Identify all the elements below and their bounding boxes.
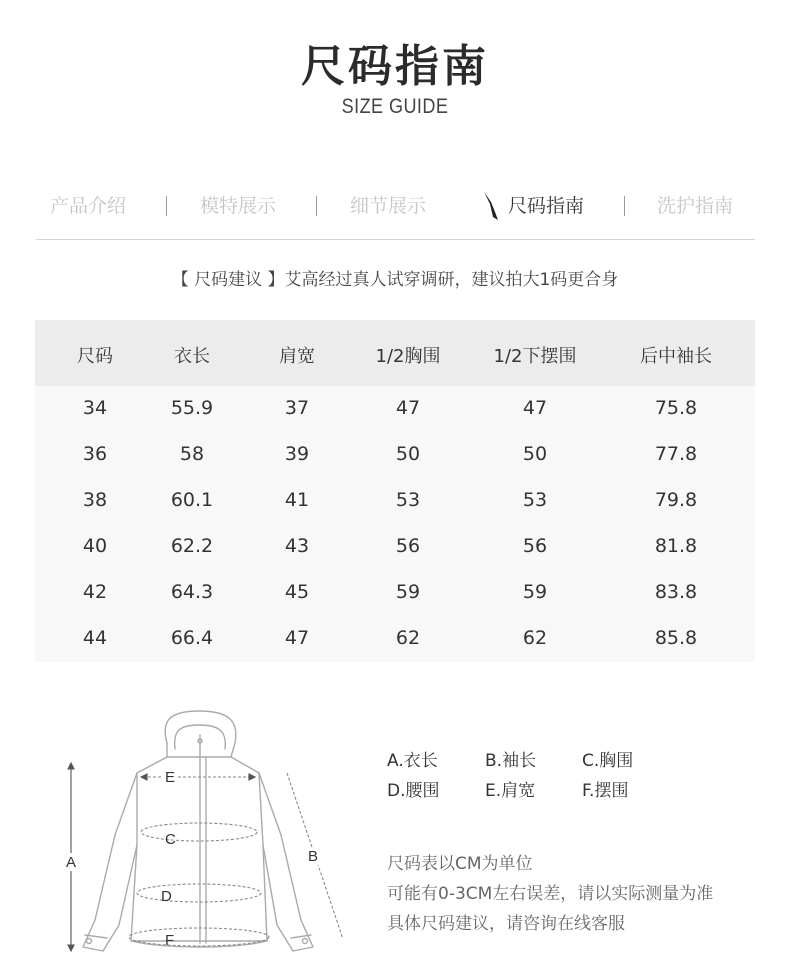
- label-b: B: [308, 848, 319, 865]
- table-cell: 59: [522, 581, 548, 603]
- table-cell: 83.8: [654, 581, 698, 603]
- tab-size-guide[interactable]: [508, 188, 584, 224]
- table-cell: 47: [284, 627, 310, 649]
- table-cell: 58: [179, 443, 205, 465]
- tab-product-intro[interactable]: 产品介绍: [50, 195, 127, 217]
- table-cell: 62: [522, 627, 548, 649]
- label-c: C: [165, 831, 176, 848]
- header-shoulder: 肩宽: [279, 346, 315, 367]
- table-cell: 77.8: [654, 443, 698, 465]
- table-cell: 55.9: [170, 397, 214, 419]
- table-cell: 59: [395, 581, 421, 603]
- page-title: 尺码指南: [301, 41, 489, 92]
- feather-icon: [480, 190, 502, 222]
- table-cell: 56: [395, 535, 421, 557]
- table-cell: 47: [522, 397, 548, 419]
- section-tabs: [36, 188, 756, 224]
- header-sleeve-length: 后中袖长: [640, 346, 712, 367]
- table-cell: 50: [522, 443, 548, 465]
- header-length: 衣长: [174, 346, 210, 367]
- table-cell: 75.8: [654, 397, 698, 419]
- table-cell: 37: [284, 397, 310, 419]
- table-cell: 79.8: [654, 489, 698, 511]
- legend-f: F.摆围: [582, 781, 629, 801]
- legend-b: B.袖长: [485, 751, 537, 771]
- tab-detail-showcase[interactable]: 细节展示: [350, 195, 427, 217]
- table-cell: 39: [284, 443, 310, 465]
- table-cell: 50: [395, 443, 421, 465]
- jacket-sketch-icon: [83, 711, 313, 951]
- tabs-underline: [36, 239, 755, 240]
- info-contact: 具体尺码建议，请咨询在线客服: [387, 914, 625, 934]
- label-a: A: [66, 854, 77, 871]
- tab-model-showcase[interactable]: 模特展示: [200, 195, 277, 217]
- tab-divider: [316, 196, 317, 216]
- info-unit: 尺码表以CM为单位: [387, 854, 533, 874]
- table-cell: 41: [284, 489, 310, 511]
- table-cell: 45: [284, 581, 310, 603]
- table-cell: 85.8: [654, 627, 698, 649]
- table-cell: 38: [82, 489, 108, 511]
- table-cell: 34: [82, 397, 108, 419]
- table-cell: 62: [395, 627, 421, 649]
- table-cell: 66.4: [170, 627, 214, 649]
- legend-a: A.衣长: [387, 751, 438, 771]
- table-cell: 44: [82, 627, 108, 649]
- table-cell: 53: [522, 489, 548, 511]
- header-size: 尺码: [77, 346, 113, 367]
- size-table-header: [35, 320, 755, 386]
- info-tolerance: 可能有0-3CM左右误差，请以实际测量为准: [387, 884, 714, 904]
- table-cell: 64.3: [170, 581, 214, 603]
- table-cell: 47: [395, 397, 421, 419]
- table-cell: 42: [82, 581, 108, 603]
- header-half-chest: 1/2胸围: [375, 346, 441, 367]
- legend-c: C.胸围: [582, 751, 634, 771]
- tab-care-guide[interactable]: 洗护指南: [657, 195, 734, 217]
- tab-divider: [166, 196, 167, 216]
- table-cell: 40: [82, 535, 108, 557]
- length-arrow-a: [68, 763, 255, 951]
- label-f: F: [165, 932, 175, 949]
- table-cell: 43: [284, 535, 310, 557]
- table-cell: 53: [395, 489, 421, 511]
- size-advice-note: 【 尺码建议 】艾高经过真人试穿调研，建议拍大1码更合身: [171, 270, 619, 290]
- header-half-hem: 1/2下摆围: [493, 346, 577, 367]
- legend-e: E.肩宽: [485, 781, 536, 801]
- legend-d: D.腰围: [387, 781, 440, 801]
- tab-size-guide-label: 尺码指南: [508, 195, 585, 217]
- table-cell: 36: [82, 443, 108, 465]
- label-d: D: [161, 888, 172, 905]
- jacket-measurement-diagram: [55, 705, 365, 960]
- label-e: E: [165, 769, 176, 786]
- size-table: [35, 320, 755, 662]
- table-cell: 62.2: [170, 535, 214, 557]
- tab-divider: [624, 196, 625, 216]
- table-cell: 60.1: [170, 489, 214, 511]
- table-cell: 56: [522, 535, 548, 557]
- table-cell: 81.8: [654, 535, 698, 557]
- page-subtitle: SIZE GUIDE: [341, 95, 449, 118]
